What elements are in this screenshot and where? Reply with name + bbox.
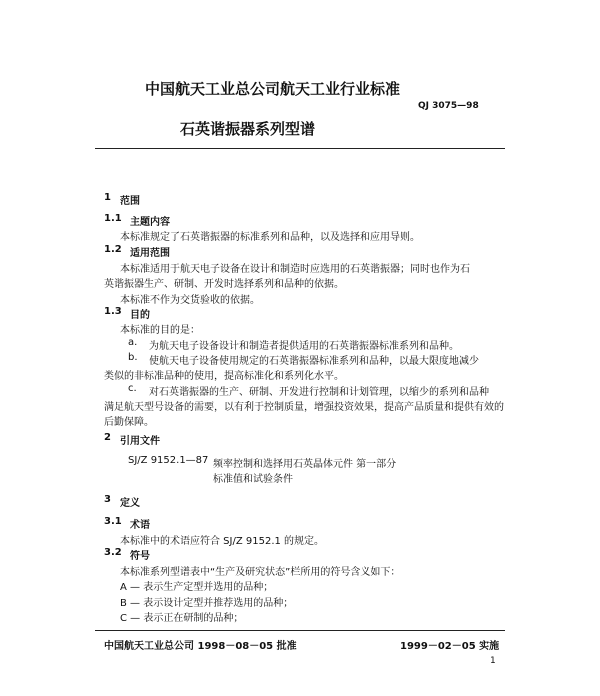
section-2-number: 2 <box>104 432 111 443</box>
section-1-3-title: 目的 <box>130 310 150 321</box>
approval-date: 中国航天工业总公司 1998－08－05 批准 <box>104 641 297 652</box>
item-c-label: c. <box>128 383 137 394</box>
section-1-2-line-3: 本标准不作为交货验收的依据。 <box>120 295 260 306</box>
section-3-2-title: 符号 <box>130 551 150 562</box>
doc-number: QJ 3075—98 <box>418 101 479 111</box>
section-3-1-title: 术语 <box>130 520 150 531</box>
item-b-line-2: 类似的非标准品种的使用，提高标准化和系列化水平。 <box>104 371 344 382</box>
item-b-line-1: 使航天电子设备使用规定的石英谐振器标准系列和品种，以最大限度地减少 <box>149 356 479 367</box>
symbol-c: C — 表示正在研制的品种； <box>120 613 244 624</box>
section-1-2-line-1: 本标准适用于航天电子设备在设计和制造时应选用的石英谐振器；同时也作为石 <box>120 264 470 275</box>
section-1-title: 范围 <box>120 196 140 207</box>
header-divider <box>95 148 505 149</box>
section-3-2-number: 3.2 <box>104 547 122 558</box>
section-1-number: 1 <box>104 192 111 203</box>
section-3-1-number: 3.1 <box>104 516 122 527</box>
section-1-3-intro: 本标准的目的是： <box>120 325 200 336</box>
item-c-line-1: 对石英谐振器的生产、研制、开发进行控制和计划管理，以缩少的系列和品种 <box>149 387 489 398</box>
reference-title-line-1: 频率控制和选择用石英晶体元件 第一部分 <box>213 459 397 470</box>
section-1-1-text: 本标准规定了石英谐振器的标准系列和品种，以及选择和应用导则。 <box>120 232 420 243</box>
reference-code: SJ/Z 9152.1—87 <box>128 455 209 466</box>
item-c-line-2: 满足航天型号设备的需要，以有利于控制质量，增强投资效果，提高产品质量和提供有效的 <box>104 402 504 413</box>
section-2-title: 引用文件 <box>120 436 160 447</box>
section-1-3-number: 1.3 <box>104 306 122 317</box>
section-1-1-title: 主题内容 <box>130 217 170 228</box>
document-title: 石英谐振器系列型谱 <box>180 120 316 138</box>
reference-title-line-2: 标准值和试验条件 <box>213 474 293 485</box>
item-c-line-3: 后勤保障。 <box>104 417 154 428</box>
section-1-1-number: 1.1 <box>104 213 122 224</box>
section-3-1-text: 本标准中的术语应符合 SJ/Z 9152.1 的规定。 <box>120 536 325 547</box>
section-1-2-title: 适用范围 <box>130 248 170 259</box>
section-3-2-intro: 本标准系列型谱表中“生产及研究状态”栏所用的符号含义如下： <box>120 567 401 578</box>
footer-divider <box>95 630 505 631</box>
section-3-number: 3 <box>104 494 111 505</box>
item-b-label: b. <box>128 352 138 363</box>
item-a-label: a. <box>128 337 138 348</box>
item-a-text: 为航天电子设备设计和制造者提供适用的石英谐振器标准系列和品种。 <box>149 341 459 352</box>
symbol-b: B — 表示设计定型并推荐选用的品种； <box>120 598 294 609</box>
section-1-2-line-2: 英谐振器生产、研制、开发时选择系列和品种的依据。 <box>104 279 344 290</box>
section-3-title: 定义 <box>120 498 140 509</box>
implementation-date: 1999－02－05 实施 <box>400 641 500 652</box>
section-1-2-number: 1.2 <box>104 244 122 255</box>
page-number: 1 <box>490 656 496 666</box>
symbol-a: A — 表示生产定型并选用的品种； <box>120 582 274 593</box>
standard-header: 中国航天工业总公司航天工业行业标准 <box>145 80 401 98</box>
